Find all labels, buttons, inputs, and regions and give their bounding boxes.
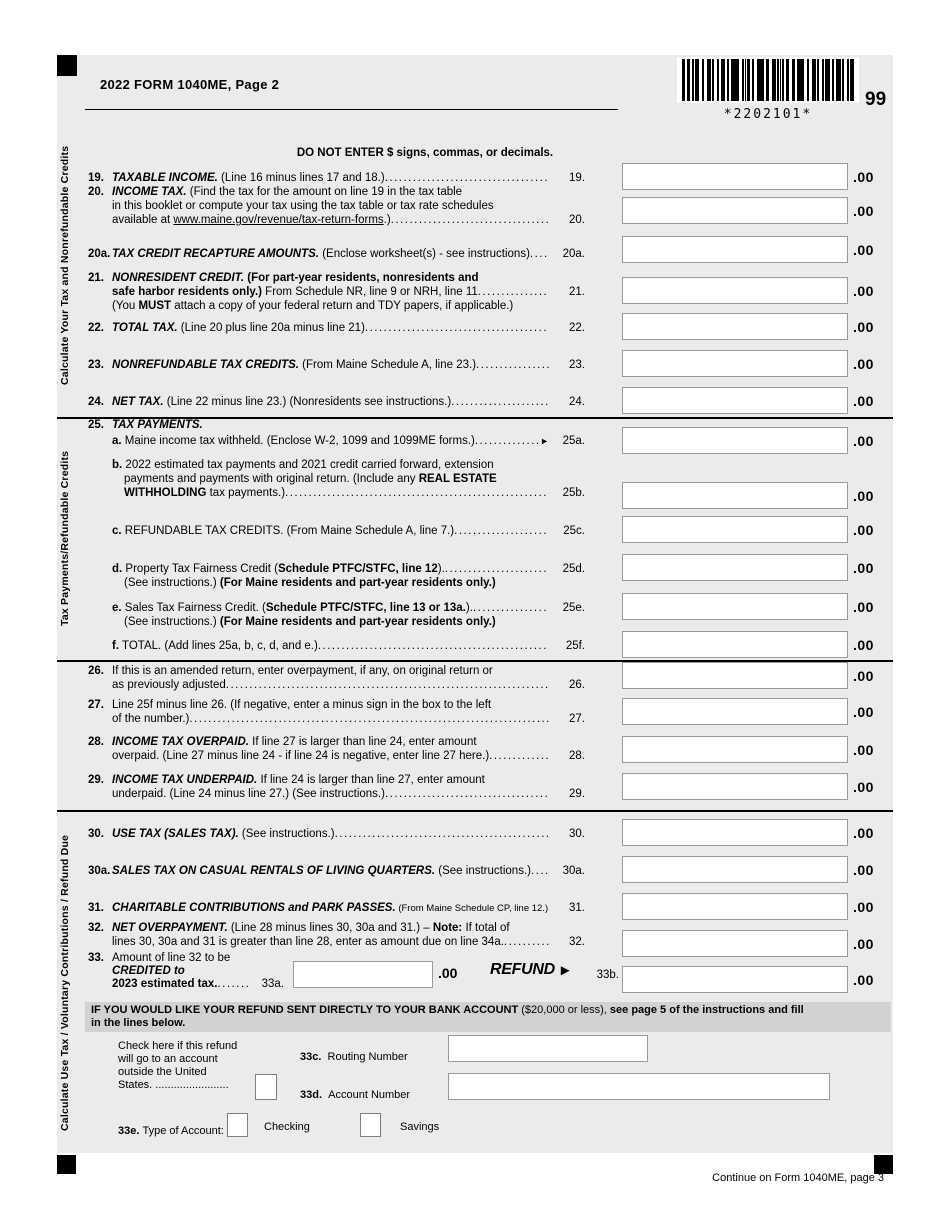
- outside-us-check-label: Check here if this refund will go to an account outside the United States. ........................: [118, 1040, 238, 1091]
- line-21-amount-input[interactable]: [622, 277, 848, 304]
- line-31-amount-input[interactable]: [622, 893, 848, 920]
- line-28-text: INCOME TAX OVERPAID. If line 27 is larger than line 24, enter amount overpaid. (Line 27 minus line 24 - if line 24 is negative, enter line 27 here.) ..... 28.: [112, 735, 585, 763]
- line-26-amount-input[interactable]: [622, 662, 848, 689]
- line-25c: [85, 521, 885, 543]
- line-28-ref: 28.: [569, 750, 585, 762]
- line-25d-amount-input[interactable]: [622, 554, 848, 581]
- line-21: [85, 271, 885, 313]
- line-25b-amount-group: [622, 482, 885, 509]
- line-23-ref: 23.: [569, 359, 585, 371]
- cents-label: .00: [853, 703, 874, 720]
- line-25b: [85, 458, 885, 509]
- line-25a-amount-group: [622, 427, 885, 454]
- line-21-ref: 21.: [569, 286, 585, 298]
- line-25d: [85, 559, 885, 590]
- cents-label: .00: [853, 861, 874, 878]
- sidebar-section-use-tax-label: Calculate Use Tax / Voluntary Contributions / Refund Due: [59, 834, 71, 1131]
- line-22-ref: 22.: [569, 322, 585, 334]
- line-32-number: 32.: [88, 922, 104, 934]
- registration-mark-top-left-icon: [57, 55, 77, 76]
- savings-label: Savings: [400, 1121, 440, 1133]
- line-22-text: TOTAL TAX. (Line 20 plus line 20a minus line 21) ..... 22.: [112, 321, 585, 335]
- line-32-text: NET OVERPAYMENT. (Line 28 minus lines 30, 30a and 31.) – Note: If total of lines 30, 30a and 31 is greater than line 28, enter as amount due on line 34a. ..... 32.: [112, 921, 585, 949]
- savings-checkbox[interactable]: [360, 1113, 381, 1137]
- dot-leader: [385, 171, 549, 185]
- line-25c-text: c. REFUNDABLE TAX CREDITS. (From Maine Schedule A, line 7.) ..... 25c.: [112, 524, 585, 538]
- line-27-number: 27.: [88, 699, 104, 711]
- line-26-ref: 26.: [569, 679, 585, 691]
- line-33b-amount-input[interactable]: [622, 966, 848, 993]
- line-30-number: 30.: [88, 828, 104, 840]
- line-26-number: 26.: [88, 665, 104, 677]
- cents-label: .00: [853, 282, 874, 299]
- dot-leader: [391, 213, 549, 227]
- cents-label: .00: [853, 971, 874, 988]
- cents-label: .00: [853, 355, 874, 372]
- line-27-amount-input[interactable]: [622, 698, 848, 725]
- line-27-ref: 27.: [569, 713, 585, 725]
- cents-label: .00: [853, 824, 874, 841]
- checking-checkbox[interactable]: [227, 1113, 248, 1137]
- line-25e-amount-input[interactable]: [622, 593, 848, 620]
- line-33a-amount-input[interactable]: [293, 961, 433, 988]
- page-title: 2022 FORM 1040ME, Page 2: [100, 77, 280, 92]
- cents-label: .00: [853, 598, 874, 615]
- line-30: [85, 824, 885, 846]
- line-28-amount-input[interactable]: [622, 736, 848, 763]
- line-25e-text: e. Sales Tax Fairness Credit. (Schedule PTFC/STFC, line 13 or 13a.). ..... 25e. (See instructions.) (For Maine residents and part-year residents only.): [112, 601, 585, 629]
- line-33-number: 33.: [88, 952, 104, 964]
- dot-leader: [531, 864, 549, 878]
- cents-label: .00: [853, 935, 874, 952]
- line-25a-ref: 25a.: [562, 435, 585, 447]
- line-29-number: 29.: [88, 774, 104, 786]
- routing-number-input[interactable]: [448, 1035, 648, 1062]
- cents-label: .00: [438, 965, 458, 981]
- line-24-amount-input[interactable]: [622, 387, 848, 414]
- line-20a: [85, 241, 885, 263]
- dot-leader: [478, 285, 549, 299]
- line-27: [85, 698, 885, 726]
- line-22-number: 22.: [88, 322, 104, 334]
- no-dollar-signs-notice: DO NOT ENTER $ signs, commas, or decimals.: [296, 147, 554, 159]
- line-25a: [85, 434, 885, 454]
- line-25d-text: d. Property Tax Fairness Credit (Schedule PTFC/STFC, line 12). ..... 25d. (See instructions.) (For Maine residents and part-year residents only.): [112, 562, 585, 590]
- line-31-amount-group: [622, 893, 885, 920]
- dot-leader: [335, 827, 549, 841]
- cents-label: .00: [853, 898, 874, 915]
- line-24-ref: 24.: [569, 396, 585, 408]
- sidebar-section-payments-label: Tax Payments/Refundable Credits: [59, 450, 71, 627]
- dot-leader: [385, 787, 549, 801]
- registration-mark-bottom-left-icon: [57, 1155, 76, 1174]
- line-25c-amount-group: [622, 516, 885, 543]
- dot-leader: [489, 749, 549, 763]
- line-25e-ref: 25e.: [562, 602, 585, 614]
- dot-leader: [454, 524, 549, 538]
- line-22-amount-group: [622, 313, 885, 340]
- cents-label: .00: [853, 559, 874, 576]
- line-20-amount-group: [622, 197, 885, 224]
- line-30-amount-input[interactable]: [622, 819, 848, 846]
- line-24-text: NET TAX. (Line 22 minus line 23.) (Nonresidents see instructions.) ..... 24.: [112, 395, 585, 409]
- line-27-text: Line 25f minus line 26. (If negative, enter a minus sign in the box to the left of the number.) ..... 27.: [112, 698, 585, 726]
- line-28-number: 28.: [88, 736, 104, 748]
- line-30-amount-group: [622, 819, 885, 846]
- line-20a-number: 20a.: [88, 248, 111, 260]
- line-20-amount-input[interactable]: [622, 197, 848, 224]
- checking-label: Checking: [264, 1121, 310, 1133]
- line-25a-amount-input[interactable]: [622, 427, 848, 454]
- line-25c-amount-input[interactable]: [622, 516, 848, 543]
- cents-label: .00: [853, 741, 874, 758]
- account-number-input[interactable]: [448, 1073, 830, 1100]
- dot-leader: [189, 712, 549, 726]
- line-25d-ref: 25d.: [562, 563, 585, 575]
- dot-leader: [473, 601, 549, 615]
- line-25f-ref: 25f.: [565, 640, 585, 652]
- line-25b-amount-input[interactable]: [622, 482, 848, 509]
- line-20a-ref: 20a.: [562, 248, 585, 260]
- page-code: 99: [865, 89, 887, 110]
- cents-label: .00: [853, 432, 874, 449]
- line-25f-amount-input[interactable]: [622, 631, 848, 658]
- line-23-amount-group: [622, 350, 885, 377]
- refund-label: REFUND ►: [490, 961, 573, 979]
- line-33: 33. Amount of line 32 to be CREDITED to 2023 estimated tax. ..... 33a. .00 REFUND ► 33b. .00: [85, 952, 885, 1004]
- line-29-amount-group: [622, 773, 885, 800]
- cents-label: .00: [853, 667, 874, 684]
- line-30a-number: 30a.: [88, 865, 111, 877]
- line-31: [85, 898, 885, 920]
- line-29: [85, 773, 885, 801]
- line-30a: [85, 861, 885, 883]
- line-25c-ref: 25c.: [563, 525, 585, 537]
- cents-label: .00: [853, 636, 874, 653]
- dot-leader: [451, 395, 549, 409]
- line-28: [85, 735, 885, 763]
- line-30a-amount-group: [622, 856, 885, 883]
- line-25a-text: a. Maine income tax withheld. (Enclose W-2, 1099 and 1099ME forms.) ..... ► 25a.: [112, 434, 585, 448]
- cents-label: .00: [853, 318, 874, 335]
- dot-leader: [475, 434, 538, 448]
- account-type-label: 33e. Type of Account:: [118, 1125, 224, 1137]
- line-25-number: 25.: [88, 419, 104, 431]
- line-27-amount-group: [622, 698, 885, 725]
- dot-leader: [318, 639, 549, 653]
- line-19-text: TAXABLE INCOME. (Line 16 minus lines 17 and 18.) ..... 19.: [112, 171, 585, 185]
- cents-label: .00: [853, 778, 874, 795]
- line-25e: [85, 598, 885, 629]
- line-25-title: TAX PAYMENTS.: [112, 419, 203, 431]
- line-33b-amount-group: [622, 966, 874, 993]
- line-21-number: 21.: [88, 272, 104, 284]
- line-24: [85, 392, 885, 414]
- line-25f: [85, 636, 885, 658]
- line-24-amount-group: [622, 387, 885, 414]
- cents-label: .00: [853, 521, 874, 538]
- line-25b-ref: 25b.: [562, 487, 585, 499]
- line-20-ref: 20.: [569, 214, 585, 226]
- line-29-amount-input[interactable]: [622, 773, 848, 800]
- line-19-number: 19.: [88, 172, 104, 184]
- form-body: [85, 55, 885, 1153]
- cents-label: .00: [853, 392, 874, 409]
- line-23: [85, 355, 885, 377]
- line-19-ref: 19.: [569, 172, 585, 184]
- direct-deposit-notice: IF YOU WOULD LIKE YOUR REFUND SENT DIRECTLY TO YOUR BANK ACCOUNT ($20,000 or less), see page 5 of the instructions and fill in the lines below.: [85, 1002, 891, 1032]
- line-31-ref: 31.: [569, 902, 585, 914]
- line-21-amount-group: [622, 277, 885, 304]
- arrow-icon: ►: [540, 436, 549, 446]
- footer-note: Continue on Form 1040ME, page 3: [712, 1172, 884, 1184]
- line-29-text: INCOME TAX UNDERPAID. If line 24 is larger than line 27, enter amount underpaid. (Line 24 minus line 27.) (See instructions.) ..... 29.: [112, 773, 585, 801]
- refund-arrow-icon: ►: [557, 961, 573, 979]
- line-26: [85, 664, 885, 692]
- line-29-ref: 29.: [569, 788, 585, 800]
- line-23-text: NONREFUNDABLE TAX CREDITS. (From Maine Schedule A, line 23.) ..... 23.: [112, 358, 585, 372]
- line-24-number: 24.: [88, 396, 104, 408]
- line-26-amount-group: [622, 662, 885, 689]
- line-30a-amount-input[interactable]: [622, 856, 848, 883]
- dot-leader: [504, 935, 549, 949]
- dot-leader: [226, 678, 549, 692]
- sidebar-section-tax-credits-label: Calculate Your Tax and Nonrefundable Credits: [59, 145, 71, 385]
- barcode-text: *2202101*: [723, 107, 813, 122]
- line-33-text: Amount of line 32 to be: [112, 952, 231, 964]
- line-22-amount-input[interactable]: [622, 313, 848, 340]
- form-sheet: [57, 55, 893, 1153]
- line-22: [85, 318, 885, 340]
- line-30-ref: 30.: [569, 828, 585, 840]
- line-20: [85, 185, 885, 227]
- line-25b-text: b. 2022 estimated tax payments and 2021 credit carried forward, extension payments and payments with original return. (Include any REAL ESTATE WITHHOLDING tax payments.) ..... 25b.: [112, 458, 585, 500]
- dot-leader: [445, 562, 549, 576]
- dot-leader: [365, 321, 549, 335]
- line-26-text: If this is an amended return, enter overpayment, if any, on original return or as previously adjusted ..... 26.: [112, 664, 585, 692]
- dot-leader: [476, 358, 549, 372]
- line-30a-text: SALES TAX ON CASUAL RENTALS OF LIVING QUARTERS. (See instructions.) ..... 30a.: [112, 864, 585, 878]
- line-25f-amount-group: [622, 631, 885, 658]
- cents-label: .00: [853, 168, 874, 185]
- line-20-number: 20.: [88, 186, 104, 198]
- line-20a-text: TAX CREDIT RECAPTURE AMOUNTS. (Enclose worksheet(s) - see instructions) ..... 20a.: [112, 247, 585, 261]
- account-number-label: 33d. Account Number: [300, 1089, 411, 1101]
- line-23-number: 23.: [88, 359, 104, 371]
- line-32-ref: 32.: [569, 936, 585, 948]
- line-21-text: NONRESIDENT CREDIT. (For part-year residents, nonresidents and safe harbor residents only.) From Schedule NR, line 9 or NRH, line 11 ..... 21. (You MUST attach a copy of your federal return and TDY papers, if applicable.): [112, 271, 585, 313]
- cents-label: .00: [853, 487, 874, 504]
- line-33a-ref: 33a.: [261, 978, 284, 990]
- line-31-text: CHARITABLE CONTRIBUTIONS and PARK PASSES. (From Maine Schedule CP, line 12.) 31.: [112, 902, 585, 914]
- line-20a-amount-input[interactable]: [622, 236, 848, 263]
- line-20a-amount-group: [622, 236, 885, 263]
- line-30a-ref: 30a.: [562, 865, 585, 877]
- dot-leader: [217, 978, 248, 991]
- outside-us-checkbox[interactable]: [255, 1074, 277, 1100]
- dot-leader: [285, 486, 549, 500]
- cents-label: .00: [853, 202, 874, 219]
- dot-leader: [530, 247, 549, 261]
- line-31-number: 31.: [88, 902, 104, 914]
- line-28-amount-group: [622, 736, 885, 763]
- routing-number-label: 33c. Routing Number: [300, 1051, 408, 1063]
- line-25f-text: f. TOTAL. (Add lines 25a, b, c, d, and e.) ..... 25f.: [112, 639, 585, 653]
- line-25d-amount-group: [622, 554, 885, 581]
- cents-label: .00: [853, 241, 874, 258]
- line-33b-ref: 33b.: [596, 969, 619, 981]
- line-30-text: USE TAX (SALES TAX). (See instructions.) ..... 30.: [112, 827, 585, 841]
- line-25e-amount-group: [622, 593, 885, 620]
- line-23-amount-input[interactable]: [622, 350, 848, 377]
- tax-forms-link[interactable]: www.maine.gov/revenue/tax-return-forms: [173, 214, 384, 226]
- line-20-text: INCOME TAX. (Find the tax for the amount on line 19 in the tax table in this booklet or compute your tax using the tax table or tax rate schedules available at www.maine.gov/revenue/tax-return-forms.) ..... 20.: [112, 185, 585, 227]
